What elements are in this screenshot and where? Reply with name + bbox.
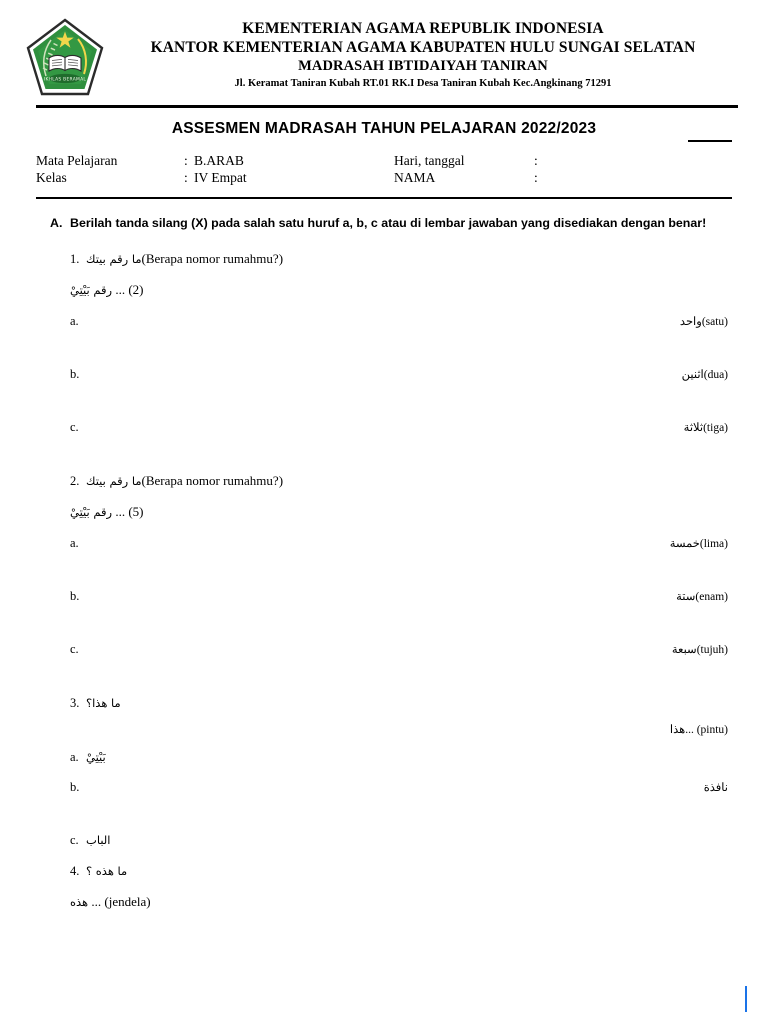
class-value: IV Empat: [194, 170, 247, 185]
date-label: Hari, tanggal: [394, 153, 465, 168]
option-arabic: بَيْتِيْ: [86, 749, 106, 764]
text-cursor: [745, 986, 747, 1012]
question-number: 3.: [70, 695, 80, 710]
option-letter: b.: [70, 779, 80, 794]
option-answer: واحد(satu): [679, 315, 728, 328]
instruction-block: [50, 215, 732, 233]
option-row[interactable]: [70, 536, 732, 576]
question-text: [86, 251, 732, 267]
class-label: Kelas: [36, 170, 67, 185]
letterhead: [0, 0, 768, 100]
exam-meta-block: [36, 152, 732, 186]
question-stem: [70, 863, 732, 879]
regional-office-name: KANTOR KEMENTERIAN AGAMA KABUPATEN HULU SUNGAI SELATAN: [150, 38, 696, 56]
question-stem: [70, 695, 732, 711]
question-translation: (Berapa nomor rumahmu?): [141, 250, 284, 266]
question-list: [70, 251, 732, 910]
letterhead-text: [108, 14, 738, 90]
school-name: MADRASAH IBTIDAIYAH TANIRAN: [298, 57, 548, 74]
option-left: [70, 367, 86, 382]
question-stem: [70, 473, 732, 489]
question-translation: (Berapa nomor rumahmu?): [141, 472, 284, 488]
option-answer: ثلاثة(tiga): [683, 421, 728, 434]
option-row[interactable]: [70, 367, 732, 407]
ministry-name: KEMENTERIAN AGAMA REPUBLIK INDONESIA: [242, 20, 604, 37]
option-left: [70, 589, 86, 604]
option-row[interactable]: [70, 780, 732, 820]
question-number: 1.: [70, 251, 80, 266]
question-subprompt: [70, 282, 732, 298]
option-arabic: الباب: [86, 832, 111, 847]
question-item: [70, 251, 732, 460]
option-answer: اثنين(dua): [681, 368, 728, 381]
option-answer: ستة(enam): [676, 590, 728, 603]
option-left: [70, 420, 86, 435]
meta-row-subject: [36, 152, 732, 169]
page-title: ASSESMEN MADRASAH TAHUN PELAJARAN 2022/2023: [171, 120, 597, 137]
instruction-letter: A.: [50, 215, 63, 230]
question-stem: [70, 251, 732, 267]
option-left: [70, 314, 86, 329]
option-row[interactable]: [70, 642, 732, 682]
option-letter: c.: [70, 419, 79, 434]
score-box-rule: [688, 140, 732, 142]
subject-value: B.ARAB: [194, 153, 244, 168]
option-answer: سبعة(tujuh): [671, 643, 728, 656]
option-answer: نافذة: [703, 781, 728, 794]
option-letter: c.: [70, 641, 79, 656]
subprompt-blank: ... (2): [115, 281, 144, 297]
option-answer: خمسة(lima): [669, 537, 728, 550]
option-left: [70, 780, 86, 795]
subprompt-blank: ... (jendela): [91, 893, 151, 909]
question-number: 4.: [70, 863, 80, 878]
subprompt-arabic: هذه: [70, 894, 89, 909]
option-letter: b.: [70, 588, 80, 603]
option-row[interactable]: [70, 314, 732, 354]
option-row[interactable]: [70, 750, 732, 767]
name-colon: :: [534, 170, 538, 185]
subject-label: Mata Pelajaran: [36, 153, 118, 168]
header-divider-thick: [36, 105, 738, 108]
option-letter: b.: [70, 366, 80, 381]
option-letter: a.: [70, 535, 79, 550]
option-left: [70, 833, 111, 848]
question-arabic: ما رقم بيتك: [86, 251, 142, 266]
question-item: [70, 695, 732, 850]
subprompt-arabic: رقم بَيْتِيْ: [70, 504, 113, 519]
meta-row-class: [36, 169, 732, 186]
question-arabic: ما رقم بيتك: [86, 473, 142, 488]
instruction-text: Berilah tanda silang (X) pada salah satu huruf a, b, c atau di lembar jawaban yang disediakan dengan benar!: [70, 215, 707, 230]
option-row[interactable]: [70, 589, 732, 629]
question-text: [86, 695, 732, 711]
option-left: [70, 642, 86, 657]
subprompt-blank: ... (5): [115, 503, 144, 519]
option-letter: a.: [70, 313, 79, 328]
option-row[interactable]: [70, 420, 732, 460]
meta-divider-thin: [36, 197, 732, 199]
option-left: [70, 750, 106, 765]
option-row[interactable]: [70, 833, 732, 850]
subprompt-arabic: رقم بَيْتِيْ: [70, 282, 113, 297]
question-item: [70, 863, 732, 910]
option-left: [70, 536, 86, 551]
option-letter: a.: [70, 749, 79, 764]
question-subprompt: [70, 504, 732, 520]
question-text: [86, 863, 732, 879]
subject-colon: :: [184, 153, 188, 168]
school-address: Jl. Keramat Taniran Kubah RT.01 RK.I Desa Taniran Kubah Kec.Angkinang 71291: [234, 77, 612, 89]
question-text: [86, 473, 732, 489]
class-colon: :: [184, 170, 188, 185]
kemenag-logo: [22, 14, 108, 100]
question-answer-prompt: هذا... (pintu): [669, 723, 728, 736]
question-arabic: ما هذه ؟: [86, 863, 128, 878]
svg-text:IKHLAS BERAMAL: IKHLAS BERAMAL: [43, 77, 87, 83]
date-colon: :: [534, 153, 538, 168]
kemenag-logo-icon: [26, 18, 104, 100]
option-letter: c.: [70, 832, 79, 847]
question-item: [70, 473, 732, 682]
name-label: NAMA: [394, 170, 436, 185]
question-number: 2.: [70, 473, 80, 488]
question-subprompt: [70, 894, 732, 910]
question-arabic: ما هذا؟: [86, 695, 121, 710]
